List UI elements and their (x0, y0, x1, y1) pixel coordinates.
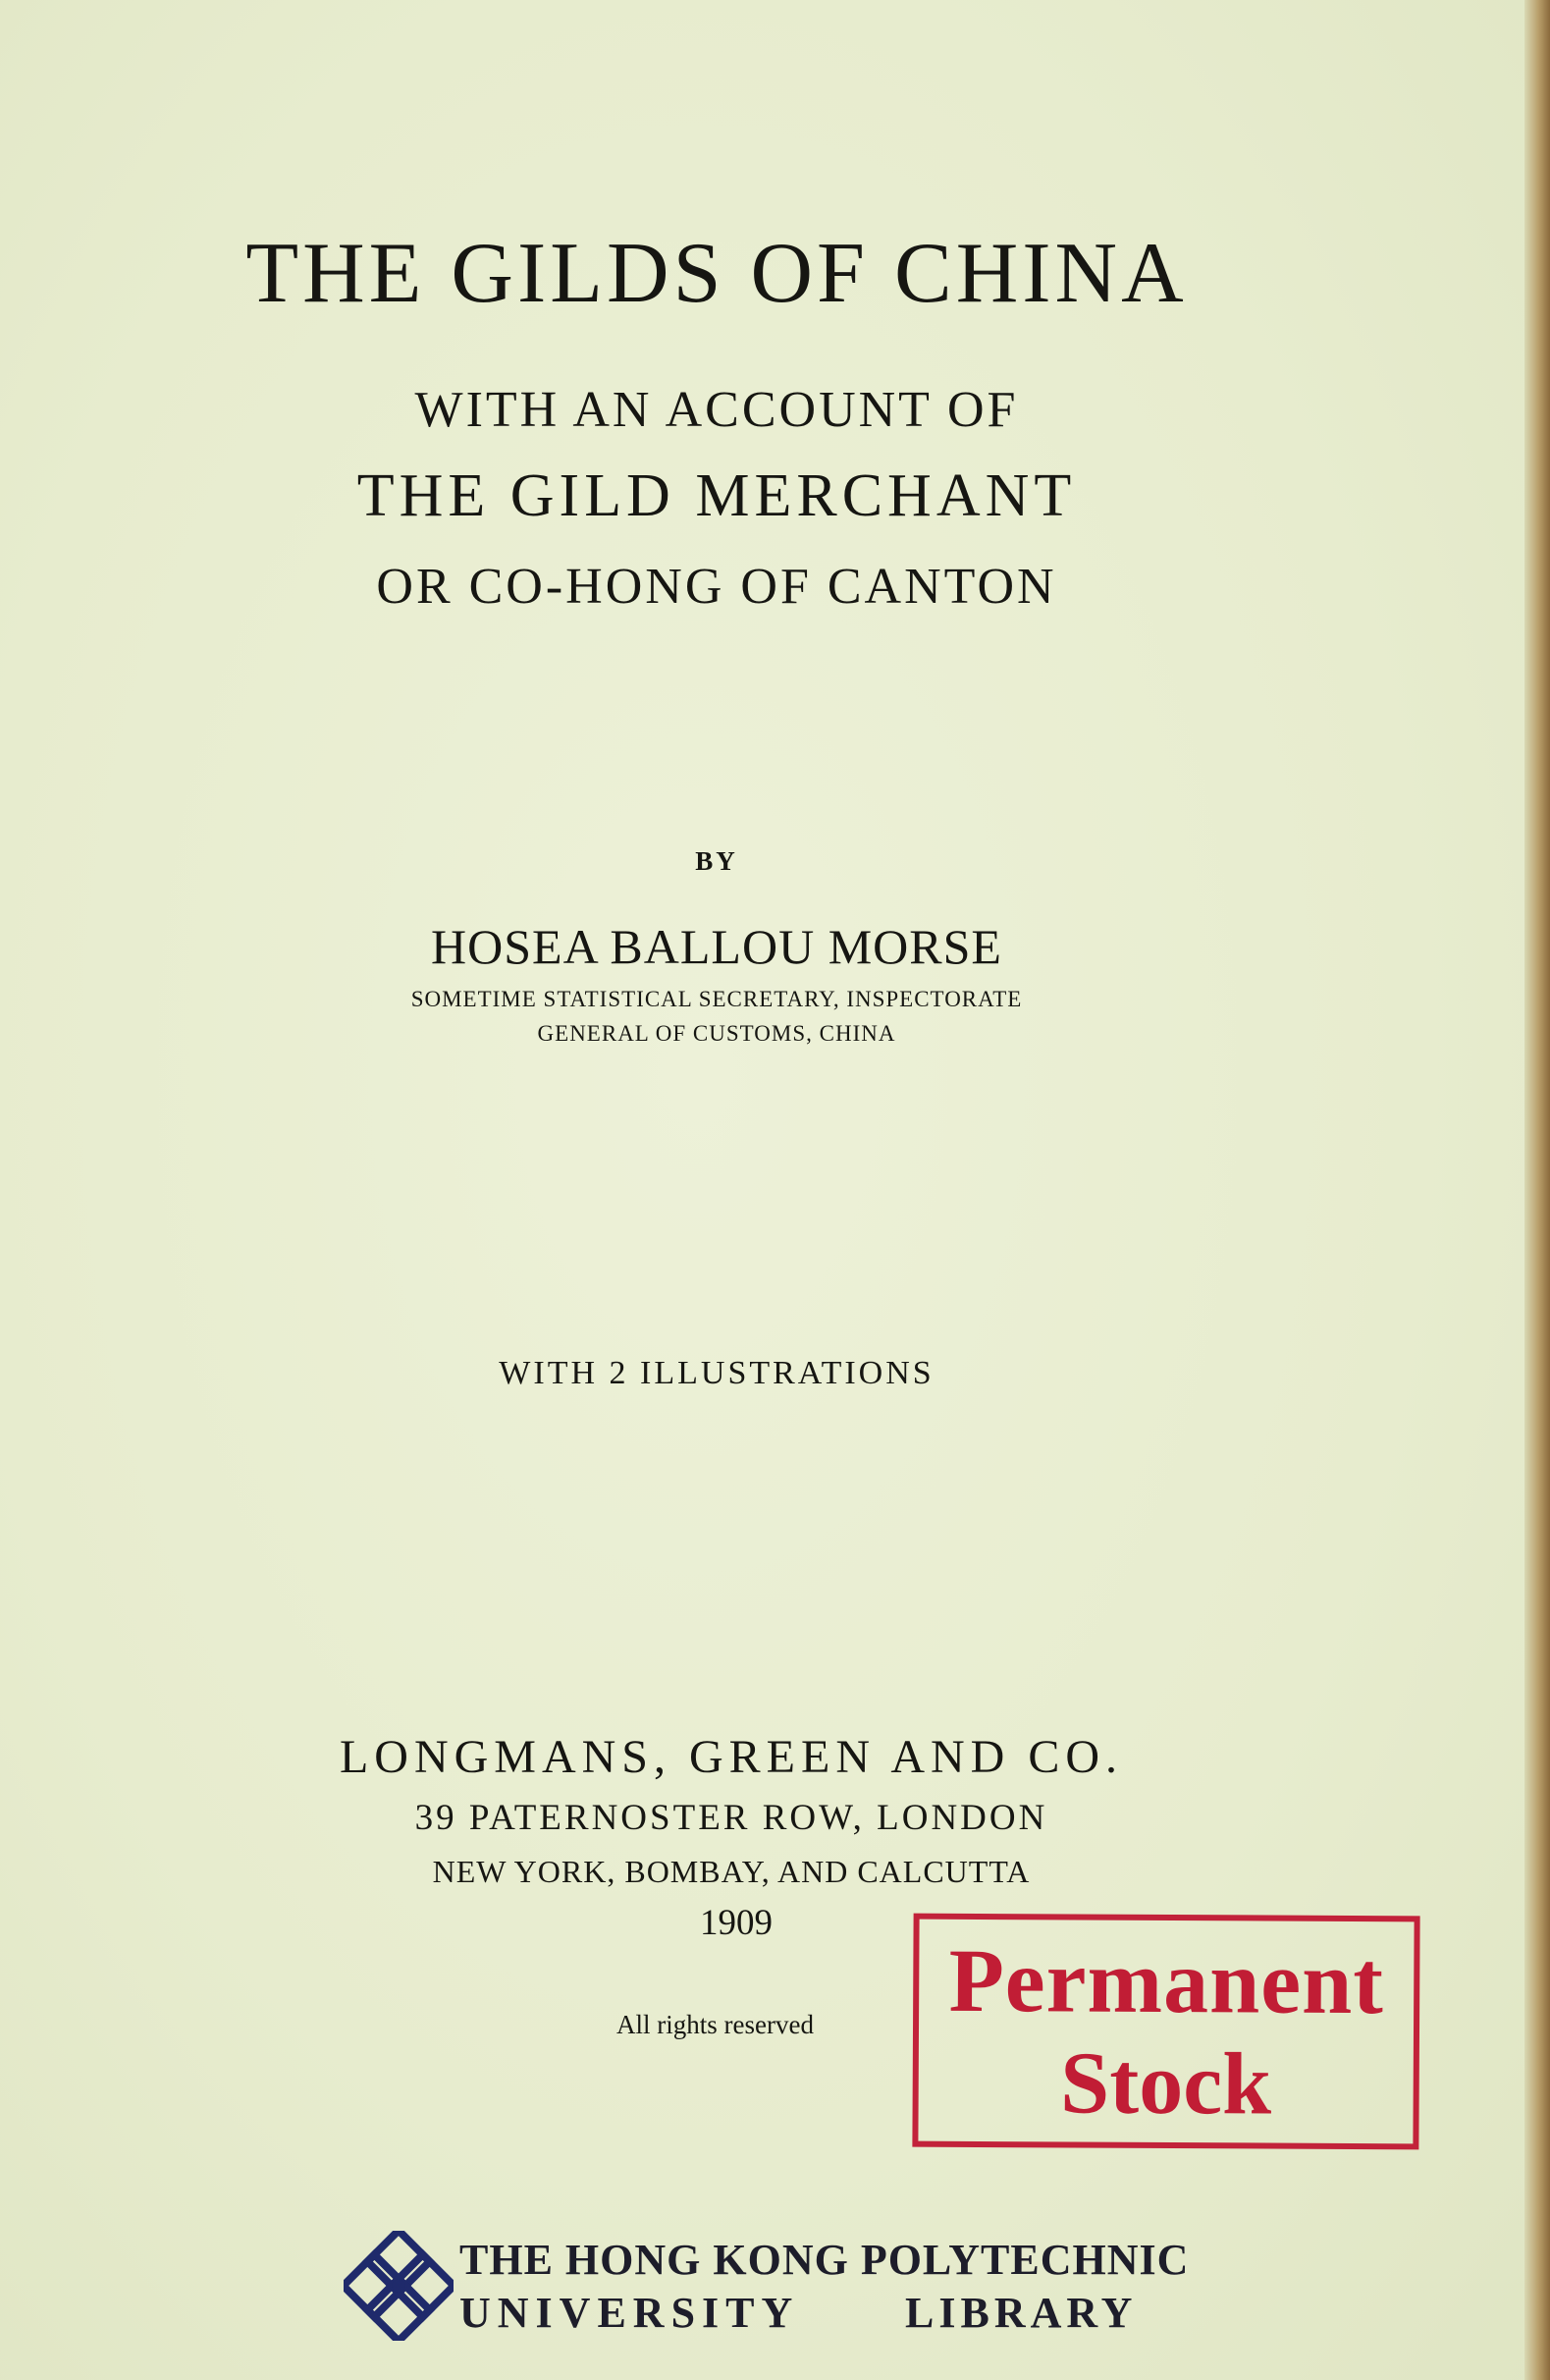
rights-notice: All rights reserved (616, 2010, 814, 2039)
book-title: THE GILDS OF CHINA (245, 226, 1188, 321)
publisher-address: 39 PATERNOSTER ROW, LONDON (414, 1798, 1048, 1838)
library-stamp (344, 2229, 1190, 2347)
stamp-line-2: Stock (1059, 2034, 1272, 2134)
illustrations-note: WITH 2 ILLUSTRATIONS (499, 1355, 935, 1391)
author-affiliation-1: SOMETIME STATISTICAL SECRETARY, INSPECTORATE (410, 987, 1023, 1011)
publication-year: 1909 (700, 1903, 773, 1943)
stamp-line-1: Permanent (948, 1929, 1385, 2033)
author-affiliation-2: GENERAL OF CUSTOMS, CHINA (537, 1021, 896, 1046)
university-logo-icon (344, 2231, 454, 2341)
author-name: HOSEA BALLOU MORSE (431, 919, 1002, 974)
library-stamp-line-3: LIBRARY (905, 2289, 1138, 2337)
permanent-stock-stamp (912, 1914, 1419, 2150)
subtitle-line-3: OR CO-HONG OF CANTON (376, 559, 1057, 615)
page-edge (1524, 0, 1550, 2380)
publisher-name: LONGMANS, GREEN AND CO. (339, 1731, 1124, 1783)
by-label: BY (695, 846, 738, 876)
publisher-cities: NEW YORK, BOMBAY, AND CALCUTTA (432, 1854, 1031, 1889)
library-stamp-line-2: UNIVERSITY (459, 2289, 800, 2337)
library-stamp-line-1: THE HONG KONG POLYTECHNIC (459, 2236, 1190, 2284)
subtitle-line-1: WITH AN ACCOUNT OF (414, 382, 1019, 438)
subtitle-line-2: THE GILD MERCHANT (356, 462, 1077, 529)
